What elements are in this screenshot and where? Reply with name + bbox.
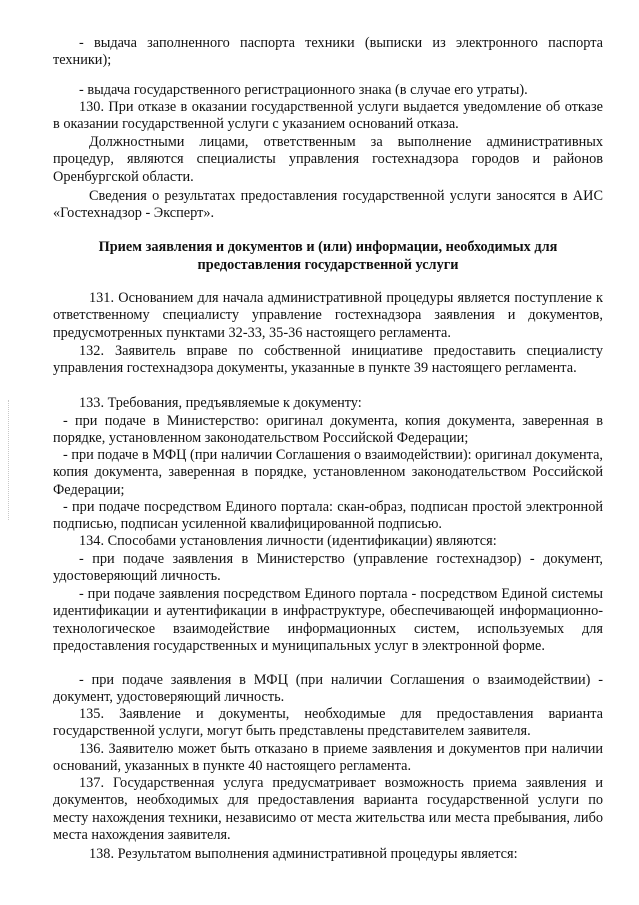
paragraph-134: 134. Способами установления личности (идентификации) являются: <box>79 533 497 549</box>
paragraph-ais-records: Сведения о результатах предоставления государственной услуги заносятся в АИС «Гостехнадзор - Эксперт». <box>53 188 603 222</box>
paragraph-133: 133. Требования, предъявляемые к документу: <box>79 395 362 411</box>
paragraph-136: 136. Заявителю может быть отказано в приеме заявления и документов при наличии оснований, указанных в пункте 40 настоящего регламента. <box>53 741 603 775</box>
paragraph-134-portal: - при подаче заявления посредством Единого портала - посредством Единой системы идентификации и аутентификации в инфраструктуре, обеспечивающей информационно-технологическое взаимодействие информационных систем, используемых для предоставления государственных и муниципальных услуг в электронной форме. <box>53 586 603 654</box>
margin-scan-marks <box>8 400 15 520</box>
section-heading: Прием заявления и документов и (или) информации, необходимых для предоставления государственной услуги <box>98 239 558 273</box>
paragraph-130: 130. При отказе в оказании государственной услуги выдается уведомление об отказе в оказании государственной услуги с указанием оснований отказа. <box>53 99 603 133</box>
paragraph-137: 137. Государственная услуга предусматривает возможность приема заявления и документов, необходимых для предоставления варианта государственной услуги по месту нахождения техники, независимо от места жительства или места пребывания, либо места нахождения заявителя. <box>53 775 603 843</box>
paragraph-plate-issue: - выдача государственного регистрационного знака (в случае его утраты). <box>79 82 528 98</box>
paragraph-responsible-persons: Должностными лицами, ответственным за выполнение административных процедур, являются специалисты управления гостехнадзора городов и районов Оренбургской области. <box>53 134 603 185</box>
paragraph-132: 132. Заявитель вправе по собственной инициативе предоставить специалисту управления гостехнадзора документы, указанные в пункте 39 настоящего регламента. <box>53 343 603 377</box>
paragraph-passport-issue: - выдача заполненного паспорта техники (выписки из электронного паспорта техники); <box>53 35 603 69</box>
paragraph-134-mfc: - при подаче заявления в МФЦ (при наличии Соглашения о взаимодействии) - документ, удостоверяющий личность. <box>53 672 603 706</box>
paragraph-133-ministry: - при подаче в Министерство: оригинал документа, копия документа, заверенная в порядке, установленном законодательством Российской Федерации; <box>53 413 603 447</box>
paragraph-133-portal: - при подаче посредством Единого портала: скан-образ, подписан простой электронной подписью, подписан усиленной квалифицированной подписью. <box>53 499 603 533</box>
paragraph-138: 138. Результатом выполнения административной процедуры является: <box>89 846 518 862</box>
paragraph-134-ministry: - при подаче заявления в Министерство (управление гостехнадзор) - документ, удостоверяющий личность. <box>53 551 603 585</box>
paragraph-131: 131. Основанием для начала административной процедуры является поступление к ответственному специалисту управление гостехнадзора заявления и документов, предусмотренных пунктами 32-33, 35-36 настоящего регламента. <box>53 290 603 341</box>
paragraph-133-mfc: - при подаче в МФЦ (при наличии Соглашения о взаимодействии): оригинал документа, копия документа, заверенная в порядке, установленном законодательством Российской Федерации; <box>53 447 603 498</box>
paragraph-135: 135. Заявление и документы, необходимые для предоставления варианта государственной услуги, могут быть представлены представителем заявителя. <box>53 706 603 740</box>
